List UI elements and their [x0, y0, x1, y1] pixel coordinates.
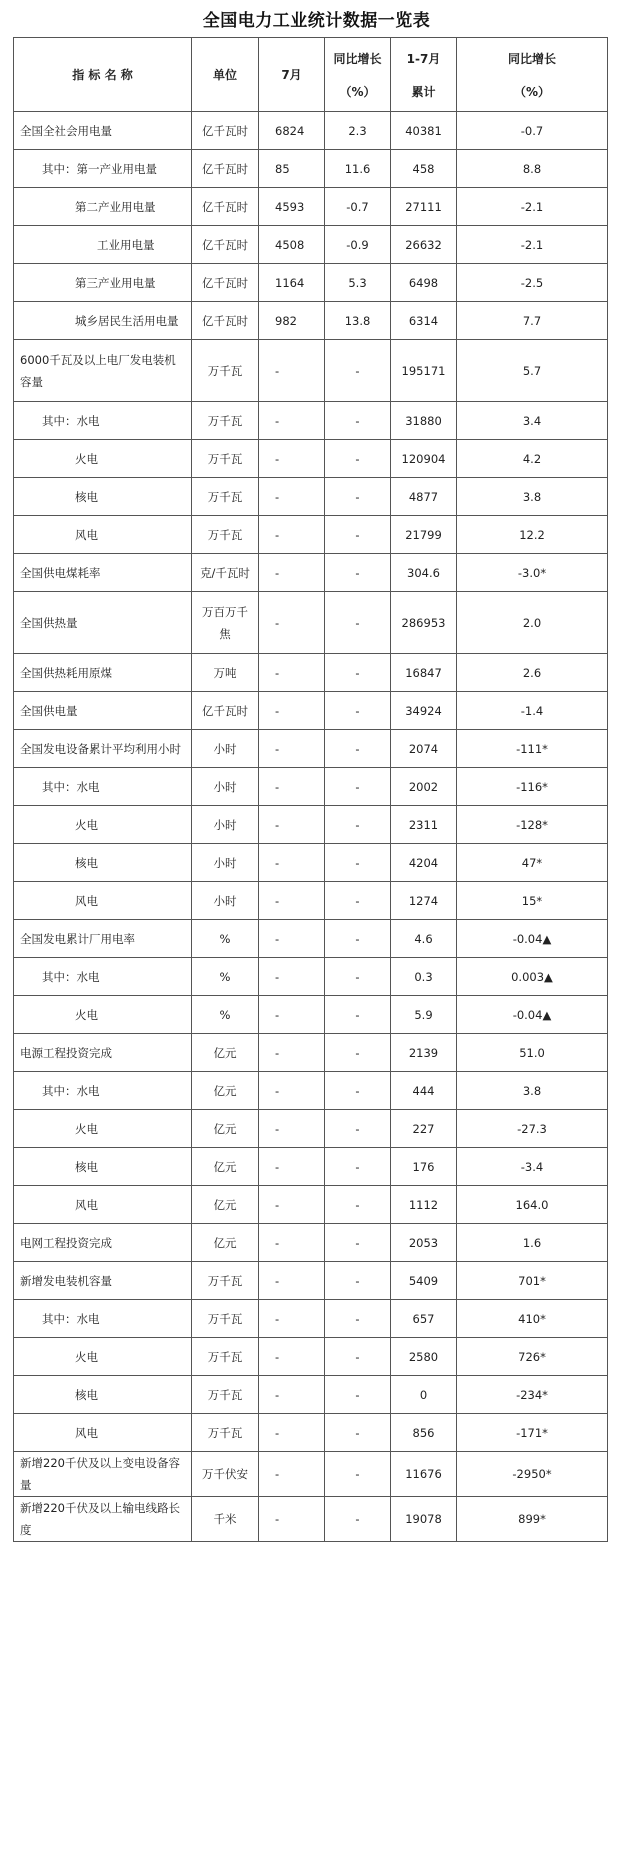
row-cumulative-value: 2139 [391, 1034, 457, 1072]
row-month-yoy: - [325, 1414, 391, 1452]
table-row [14, 654, 608, 692]
row-month-yoy: - [325, 1224, 391, 1262]
row-cumulative-value: 31880 [391, 402, 457, 440]
header-month: 7月 [259, 38, 325, 112]
table-row [14, 440, 608, 478]
row-month-value: - [259, 920, 325, 958]
row-month-value: - [259, 1224, 325, 1262]
row-month-value: - [259, 478, 325, 516]
row-month-value: - [259, 1186, 325, 1224]
row-cumulative-yoy: 5.7 [457, 340, 608, 402]
row-month-yoy: - [325, 340, 391, 402]
row-cumulative-yoy: 2.6 [457, 654, 608, 692]
row-unit: 亿千瓦时 [192, 150, 259, 188]
row-cumulative-value: 176 [391, 1148, 457, 1186]
row-name: 其中：水电 [14, 402, 192, 440]
row-unit: 小时 [192, 768, 259, 806]
page-title: 全国电力工业统计数据一览表 [202, 11, 431, 31]
row-name: 全国供电煤耗率 [14, 554, 192, 592]
table-row [14, 1224, 608, 1262]
row-month-yoy: -0.7 [325, 188, 391, 226]
row-name: 电源工程投资完成 [14, 1034, 192, 1072]
row-cumulative-yoy: -2.5 [457, 264, 608, 302]
table-row [14, 768, 608, 806]
row-month-value: - [259, 1110, 325, 1148]
header-yoy-month-bottom: （%） [339, 85, 376, 99]
row-unit: 万吨 [192, 654, 259, 692]
row-cumulative-value: 16847 [391, 654, 457, 692]
table-row [14, 1148, 608, 1186]
header-yoy-month-top: 同比增长 [333, 52, 382, 66]
row-cumulative-yoy: -234* [457, 1376, 608, 1414]
row-unit: 亿千瓦时 [192, 264, 259, 302]
row-cumulative-value: 0.3 [391, 958, 457, 996]
data-table [13, 37, 608, 1542]
row-month-yoy: - [325, 592, 391, 654]
table-row [14, 1300, 608, 1338]
row-cumulative-yoy: -2.1 [457, 188, 608, 226]
table-row [14, 516, 608, 554]
row-name: 火电 [14, 440, 192, 478]
row-cumulative-yoy: -2.1 [457, 226, 608, 264]
row-month-value: - [259, 516, 325, 554]
row-month-value: - [259, 554, 325, 592]
row-cumulative-value: 2311 [391, 806, 457, 844]
row-cumulative-yoy: -3.0* [457, 554, 608, 592]
row-unit: 小时 [192, 730, 259, 768]
row-name: 其中：水电 [14, 958, 192, 996]
row-cumulative-value: 2053 [391, 1224, 457, 1262]
row-name: 核电 [14, 1148, 192, 1186]
row-month-value: - [259, 1300, 325, 1338]
header-yoy-cumulative [457, 38, 608, 112]
table-row [14, 340, 608, 402]
table-row [14, 264, 608, 302]
row-month-value: - [259, 440, 325, 478]
row-cumulative-yoy: -27.3 [457, 1110, 608, 1148]
row-cumulative-yoy: 701* [457, 1262, 608, 1300]
row-cumulative-value: 6314 [391, 302, 457, 340]
row-month-value: - [259, 1338, 325, 1376]
row-cumulative-value: 5409 [391, 1262, 457, 1300]
row-cumulative-yoy: -171* [457, 1414, 608, 1452]
row-name: 全国供电量 [14, 692, 192, 730]
row-cumulative-value: 27111 [391, 188, 457, 226]
row-name: 全国供热量 [14, 592, 192, 654]
row-name: 火电 [14, 1338, 192, 1376]
row-unit: 万千瓦 [192, 402, 259, 440]
row-cumulative-yoy: -3.4 [457, 1148, 608, 1186]
row-unit: 亿千瓦时 [192, 692, 259, 730]
row-cumulative-yoy: 51.0 [457, 1034, 608, 1072]
row-month-value: - [259, 1497, 325, 1542]
row-name: 核电 [14, 1376, 192, 1414]
row-month-yoy: - [325, 1300, 391, 1338]
row-cumulative-yoy: -116* [457, 768, 608, 806]
row-cumulative-value: 4204 [391, 844, 457, 882]
row-unit: 千米 [192, 1497, 259, 1542]
row-cumulative-yoy: -2950* [457, 1452, 608, 1497]
header-cumulative [391, 38, 457, 112]
row-cumulative-value: 856 [391, 1414, 457, 1452]
header-yoy-cumulative-top: 同比增长 [507, 52, 556, 66]
row-month-value: - [259, 1262, 325, 1300]
row-month-value: - [259, 1414, 325, 1452]
row-unit: 亿千瓦时 [192, 188, 259, 226]
row-cumulative-yoy: 726* [457, 1338, 608, 1376]
row-cumulative-value: 6498 [391, 264, 457, 302]
row-cumulative-value: 1112 [391, 1186, 457, 1224]
row-name: 其中：水电 [14, 768, 192, 806]
row-cumulative-value: 120904 [391, 440, 457, 478]
row-cumulative-yoy: 899* [457, 1497, 608, 1542]
row-month-yoy: - [325, 768, 391, 806]
row-cumulative-value: 26632 [391, 226, 457, 264]
row-month-value: - [259, 340, 325, 402]
table-row [14, 554, 608, 592]
row-cumulative-yoy: 2.0 [457, 592, 608, 654]
row-month-yoy: - [325, 1262, 391, 1300]
row-unit: 亿千瓦时 [192, 302, 259, 340]
row-name: 全国供热耗用原煤 [14, 654, 192, 692]
row-unit: 万千瓦 [192, 516, 259, 554]
row-name: 火电 [14, 996, 192, 1034]
row-month-value: - [259, 958, 325, 996]
table-row [14, 958, 608, 996]
table-row [14, 402, 608, 440]
row-month-yoy: - [325, 654, 391, 692]
row-month-value: - [259, 692, 325, 730]
row-unit: 亿元 [192, 1148, 259, 1186]
table-row [14, 1414, 608, 1452]
row-month-yoy: - [325, 958, 391, 996]
row-unit: 万千瓦 [192, 340, 259, 402]
row-month-value: - [259, 730, 325, 768]
row-month-yoy: - [325, 554, 391, 592]
row-month-value: - [259, 1452, 325, 1497]
table-row [14, 1338, 608, 1376]
row-unit: 万千瓦 [192, 440, 259, 478]
row-cumulative-yoy: 8.8 [457, 150, 608, 188]
row-cumulative-yoy: 12.2 [457, 516, 608, 554]
row-name: 全国发电累计厂用电率 [14, 920, 192, 958]
row-name: 风电 [14, 1414, 192, 1452]
row-name: 工业用电量 [14, 226, 192, 264]
row-month-yoy: - [325, 806, 391, 844]
table-row [14, 920, 608, 958]
table-row [14, 996, 608, 1034]
row-cumulative-value: 19078 [391, 1497, 457, 1542]
row-month-yoy: - [325, 516, 391, 554]
row-name: 第三产业用电量 [14, 264, 192, 302]
row-cumulative-value: 5.9 [391, 996, 457, 1034]
row-cumulative-yoy: 7.7 [457, 302, 608, 340]
row-unit: 万千瓦 [192, 1414, 259, 1452]
row-month-value: - [259, 806, 325, 844]
row-name: 风电 [14, 516, 192, 554]
row-cumulative-yoy: 410* [457, 1300, 608, 1338]
table-row [14, 302, 608, 340]
row-cumulative-value: 4877 [391, 478, 457, 516]
table-row [14, 1262, 608, 1300]
row-name: 新增220千伏及以上输电线路长度 [14, 1497, 192, 1542]
row-month-yoy: - [325, 996, 391, 1034]
row-cumulative-yoy: 0.003▲ [457, 958, 608, 996]
row-cumulative-yoy: -128* [457, 806, 608, 844]
row-month-yoy: - [325, 1338, 391, 1376]
table-row [14, 1072, 608, 1110]
row-month-yoy: - [325, 844, 391, 882]
row-month-yoy: - [325, 882, 391, 920]
row-unit: 万千瓦 [192, 1262, 259, 1300]
row-cumulative-yoy: 3.8 [457, 1072, 608, 1110]
row-cumulative-yoy: 3.4 [457, 402, 608, 440]
row-month-value: 4593 [259, 188, 325, 226]
row-cumulative-value: 227 [391, 1110, 457, 1148]
row-unit: 万千瓦 [192, 1300, 259, 1338]
row-month-value: 85 [259, 150, 325, 188]
row-unit: 小时 [192, 882, 259, 920]
row-name: 风电 [14, 882, 192, 920]
row-month-value: - [259, 654, 325, 692]
row-cumulative-value: 657 [391, 1300, 457, 1338]
row-name: 全国全社会用电量 [14, 112, 192, 150]
row-month-value: - [259, 1376, 325, 1414]
table-row [14, 1110, 608, 1148]
row-unit: % [192, 920, 259, 958]
row-month-yoy: - [325, 1497, 391, 1542]
row-name: 火电 [14, 1110, 192, 1148]
row-month-value: 982 [259, 302, 325, 340]
row-unit: % [192, 996, 259, 1034]
row-unit: 亿千瓦时 [192, 112, 259, 150]
row-name: 核电 [14, 844, 192, 882]
row-cumulative-yoy: -0.7 [457, 112, 608, 150]
row-unit: 万千瓦 [192, 1338, 259, 1376]
header-unit: 单位 [192, 38, 259, 112]
row-cumulative-value: 0 [391, 1376, 457, 1414]
row-month-yoy: - [325, 1110, 391, 1148]
table-header-row [14, 38, 608, 112]
table-row [14, 188, 608, 226]
row-cumulative-value: 195171 [391, 340, 457, 402]
row-month-value: 6824 [259, 112, 325, 150]
row-name: 火电 [14, 806, 192, 844]
row-unit: 亿元 [192, 1224, 259, 1262]
row-month-value: 4508 [259, 226, 325, 264]
row-cumulative-value: 34924 [391, 692, 457, 730]
table-row [14, 1034, 608, 1072]
row-cumulative-value: 4.6 [391, 920, 457, 958]
header-yoy-month [325, 38, 391, 112]
row-unit: 万千瓦 [192, 1376, 259, 1414]
row-month-value: - [259, 996, 325, 1034]
row-cumulative-yoy: -1.4 [457, 692, 608, 730]
header-cumulative-top: 1-7月 [406, 52, 441, 66]
row-name: 城乡居民生活用电量 [14, 302, 192, 340]
row-name: 其中：第一产业用电量 [14, 150, 192, 188]
row-name: 其中：水电 [14, 1300, 192, 1338]
row-month-value: - [259, 592, 325, 654]
row-cumulative-value: 458 [391, 150, 457, 188]
table-row [14, 882, 608, 920]
row-unit: 亿千瓦时 [192, 226, 259, 264]
row-cumulative-yoy: 164.0 [457, 1186, 608, 1224]
table-row [14, 592, 608, 654]
row-month-value: - [259, 1034, 325, 1072]
row-month-yoy: - [325, 478, 391, 516]
row-cumulative-yoy: -0.04▲ [457, 996, 608, 1034]
header-name: 指 标 名 称 [14, 38, 192, 112]
table-row [14, 1452, 608, 1497]
row-month-yoy: - [325, 730, 391, 768]
row-month-yoy: - [325, 1452, 391, 1497]
row-month-yoy: - [325, 1034, 391, 1072]
row-name: 风电 [14, 1186, 192, 1224]
table-row [14, 112, 608, 150]
row-month-yoy: - [325, 692, 391, 730]
row-cumulative-value: 286953 [391, 592, 457, 654]
row-month-value: - [259, 1072, 325, 1110]
row-unit: 亿元 [192, 1034, 259, 1072]
table-row [14, 478, 608, 516]
row-name: 第二产业用电量 [14, 188, 192, 226]
row-name: 电网工程投资完成 [14, 1224, 192, 1262]
header-cumulative-bottom: 累计 [411, 85, 436, 99]
row-cumulative-value: 2074 [391, 730, 457, 768]
row-name: 6000千瓦及以上电厂发电装机容量 [14, 340, 192, 402]
row-month-yoy: - [325, 1072, 391, 1110]
row-month-yoy: 13.8 [325, 302, 391, 340]
row-cumulative-value: 2580 [391, 1338, 457, 1376]
table-row [14, 150, 608, 188]
row-unit: 小时 [192, 844, 259, 882]
table-row [14, 1376, 608, 1414]
row-unit: 亿元 [192, 1110, 259, 1148]
table-row [14, 1497, 608, 1542]
table-row [14, 692, 608, 730]
row-unit: 亿元 [192, 1072, 259, 1110]
row-cumulative-value: 2002 [391, 768, 457, 806]
row-cumulative-value: 444 [391, 1072, 457, 1110]
row-unit: 亿元 [192, 1186, 259, 1224]
row-cumulative-yoy: 1.6 [457, 1224, 608, 1262]
row-cumulative-yoy: 15* [457, 882, 608, 920]
row-name: 新增220千伏及以上变电设备容量 [14, 1452, 192, 1497]
row-month-value: - [259, 402, 325, 440]
row-month-yoy: - [325, 1376, 391, 1414]
table-row [14, 730, 608, 768]
row-month-value: - [259, 882, 325, 920]
row-month-yoy: -0.9 [325, 226, 391, 264]
row-month-value: - [259, 844, 325, 882]
row-cumulative-value: 304.6 [391, 554, 457, 592]
row-name: 其中：水电 [14, 1072, 192, 1110]
row-unit: 万百万千焦 [192, 592, 259, 654]
row-name: 全国发电设备累计平均利用小时 [14, 730, 192, 768]
row-month-yoy: - [325, 440, 391, 478]
row-month-value: 1164 [259, 264, 325, 302]
row-month-yoy: 2.3 [325, 112, 391, 150]
row-cumulative-yoy: 47* [457, 844, 608, 882]
row-month-value: - [259, 1148, 325, 1186]
row-unit: 万千瓦 [192, 478, 259, 516]
row-unit: 克/千瓦时 [192, 554, 259, 592]
row-cumulative-value: 40381 [391, 112, 457, 150]
table-row [14, 844, 608, 882]
row-cumulative-yoy: -0.04▲ [457, 920, 608, 958]
row-cumulative-yoy: 4.2 [457, 440, 608, 478]
row-month-yoy: - [325, 1186, 391, 1224]
table-row [14, 1186, 608, 1224]
row-month-value: - [259, 768, 325, 806]
row-cumulative-yoy: 3.8 [457, 478, 608, 516]
row-unit: 万千伏安 [192, 1452, 259, 1497]
row-cumulative-yoy: -111* [457, 730, 608, 768]
row-cumulative-value: 11676 [391, 1452, 457, 1497]
row-month-yoy: 5.3 [325, 264, 391, 302]
row-unit: 小时 [192, 806, 259, 844]
row-unit: % [192, 958, 259, 996]
row-cumulative-value: 21799 [391, 516, 457, 554]
table-row [14, 226, 608, 264]
row-month-yoy: - [325, 1148, 391, 1186]
table-row [14, 806, 608, 844]
row-name: 核电 [14, 478, 192, 516]
row-name: 新增发电装机容量 [14, 1262, 192, 1300]
row-month-yoy: 11.6 [325, 150, 391, 188]
row-cumulative-value: 1274 [391, 882, 457, 920]
header-yoy-cumulative-bottom: （%） [513, 85, 551, 99]
row-month-yoy: - [325, 402, 391, 440]
row-month-yoy: - [325, 920, 391, 958]
